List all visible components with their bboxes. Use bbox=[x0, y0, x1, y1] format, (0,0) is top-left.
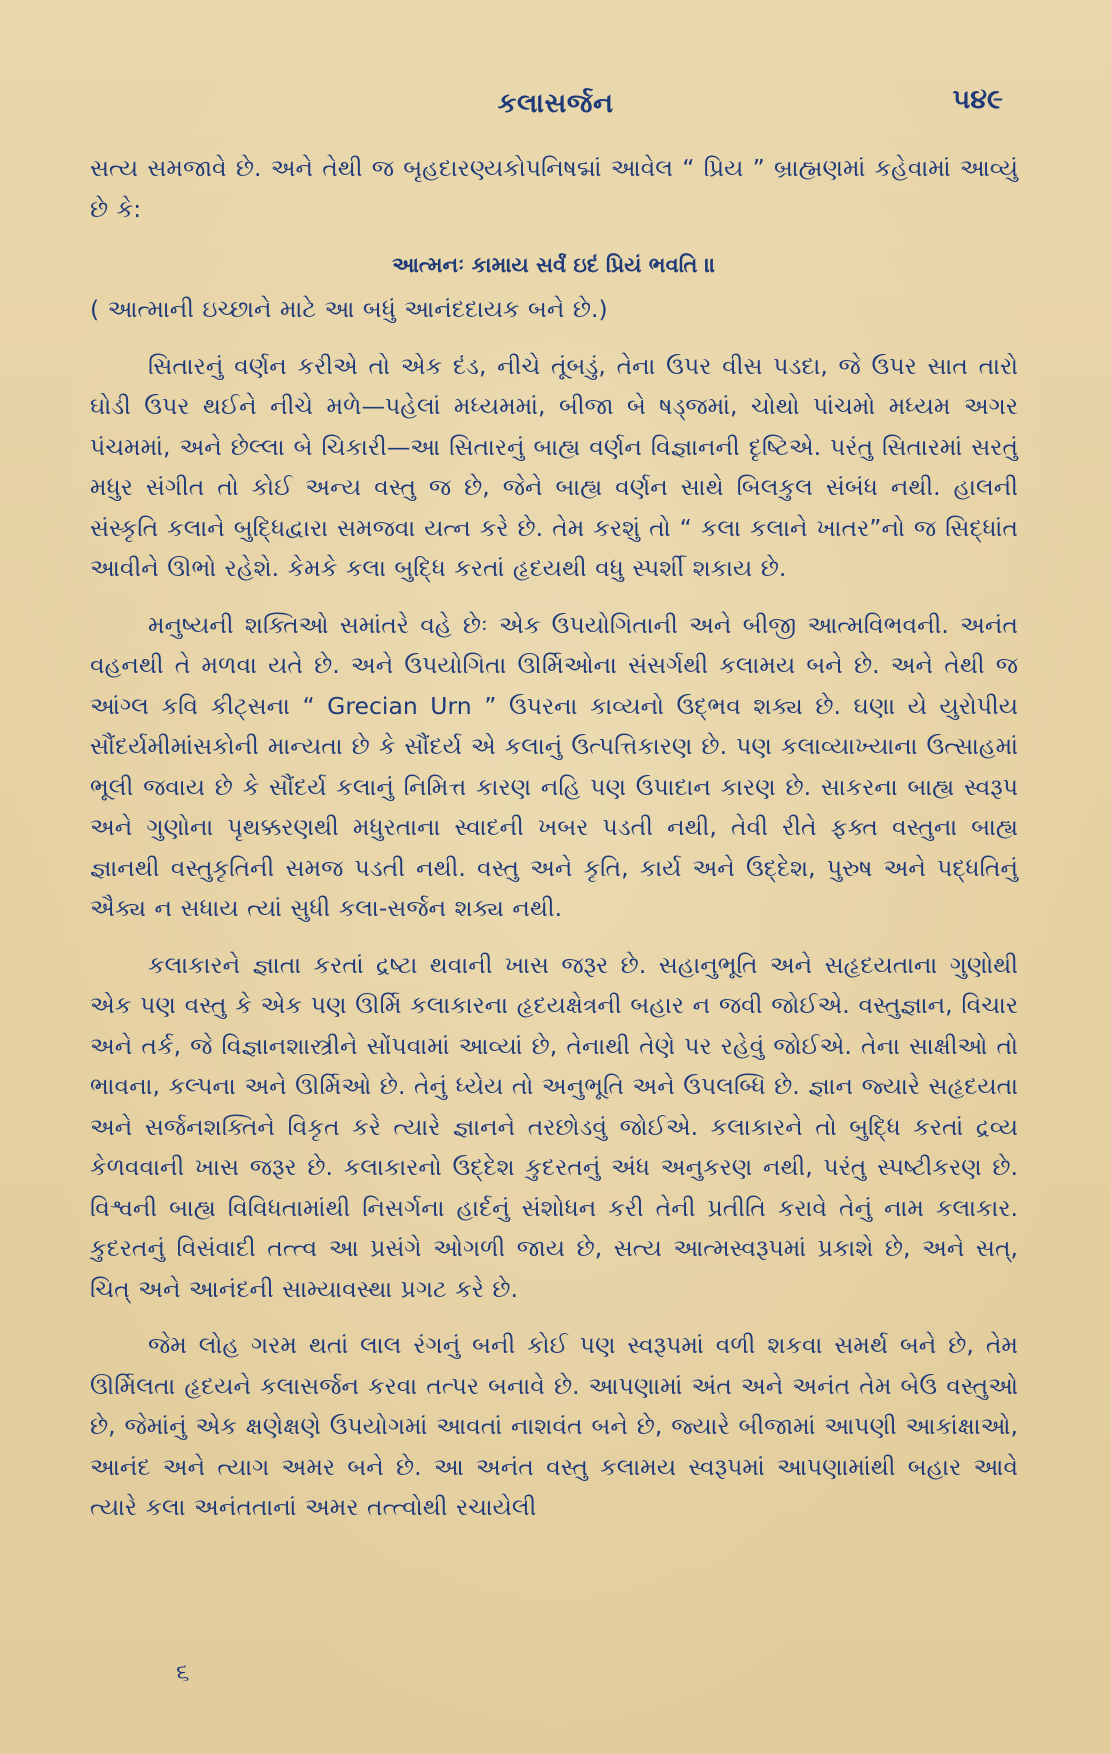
quote-translation: ( આત્માની ઇચ્છાને માટે આ બધું આનંદદાયક બને છે.) bbox=[90, 295, 608, 323]
paragraph-artist: કલાકારને જ્ઞાતા કરતાં દ્રષ્ટા થવાની ખાસ જરૂર છે. સહાનુભૂતિ અને સહૃદયતાના ગુણોથી એક પણ વસ્તુ કે એક પણ ઊર્મિ કલાકારના હૃદયક્ષેત્રની બહાર ન જવી જોઈએ. વસ્તુજ્ઞાન, વિચાર અને તર્ક, જે વિજ્ઞાનશાસ્ત્રીને સોંપવામાં આવ્યાં છે, તેનાથી તેણે પર રહેવું જોઈએ. તેના સાક્ષીઓ તો ભાવના, કલ્પના અને ઊર્મિઓ છે. તેનું ધ્યેય તો અનુભૂતિ અને ઉપલબ્ધિ છે. જ્ઞાન જ્યારે સહૃદયતા અને સર્જનશક્તિને વિકૃત કરે ત્યારે જ્ઞાનને તરછોડવું જોઈએ. કલાકારને તો બુદ્ધિ કરતાં દ્રવ્ય કેળવવાની ખાસ જરૂર છે. કલાકારનો ઉદ્દેશ કુદરતનું અંધ અનુકરણ નથી, પરંતુ સ્પષ્ટીકરણ છે. વિશ્વની બાહ્ય વિવિધતામાંથી નિસર્ગના હાર્દનું સંશોધન કરી તેની પ્રતીતિ કરાવે તેનું નામ કલાકાર. કુદરતનું વિસંવાદી તત્ત્વ આ પ્રસંગે ઓગળી જાય છે, સત્ય આત્મસ્વરૂપમાં પ્રકાશે છે, અને સત્, ચિત્ અને આનંદની સામ્યાવસ્થા પ્રગટ કરે છે. bbox=[90, 950, 1018, 1303]
paragraph-intro: સત્ય સમજાવે છે. અને તેથી જ બૃહદારણ્યકોપનિષદ્માં આવેલ “ પ્રિય ” બ્રાહ્મણમાં કહેવામાં આવ્યું છે કે: bbox=[90, 154, 1018, 223]
page-number: ૫૪૯ bbox=[952, 84, 1003, 115]
paragraph-sitar: સિતારનું વર્ણન કરીએ તો એક દંડ, નીચે તૂંબડું, તેના ઉપર વીસ પડદા, જે ઉપર સાત તારો ઘોડી ઉપર થઈને નીચે મળે—પહેલાં મધ્યમમાં, બીજા બે ષડ્જમાં, ચોથો પાંચમો મધ્યમ અગર પંચમમાં, અને છેલ્લા બે ચિકારી—આ સિતારનું બાહ્ય વર્ણન વિજ્ઞાનની દૃષ્ટિએ. પરંતુ સિતારમાં સરતું મધુર સંગીત તો કોઈ અન્ય વસ્તુ જ છે, જેને બાહ્ય વર્ણન સાથે બિલકુલ સંબંધ નથી. હાલની સંસ્કૃતિ કલાને બુદ્ધિદ્વારા સમજવા યત્ન કરે છે. તેમ કરશું તો “ કલા કલાને ખાતર”નો જ સિદ્ધાંત આવીને ઊભો રહેશે. કેમકે કલા બુદ્ધિ કરતાં હૃદયથી વધુ સ્પર્શી શકાય છે. bbox=[90, 351, 1018, 582]
page-header bbox=[0, 84, 1111, 128]
body-text bbox=[90, 148, 1018, 1544]
paragraph-human-powers: મનુષ્યની શક્તિઓ સમાંતરે વહે છેઃ એક ઉપયોગિતાની અને બીજી આત્મવિભવની. અનંત વહનથી તે મળવા યતે છે. અને ઉપયોગિતા ઊર્મિઓના સંસર્ગથી કલામય બને છે. અને તેથી જ આંગ્લ કવિ કીટ્સના “ Grecian Urn ” ઉપરના કાવ્યનો ઉદ્ભવ શક્ય છે. ઘણા યે યુરોપીય સૌંદર્યમીમાંસકોની માન્યતા છે કે સૌંદર્ય એ કલાનું ઉત્પત્તિકારણ છે. પણ કલાવ્યાખ્યાના ઉત્સાહમાં ભૂલી જવાય છે કે સૌંદર્ય કલાનું નિમિત્ત કારણ નહિ પણ ઉપાદાન કારણ છે. સાકરના બાહ્ય સ્વરૂપ અને ગુણોના પૃથક્કરણથી મધુરતાના સ્વાદની ખબર પડતી નથી, તેવી રીતે ફક્ત વસ્તુના બાહ્ય જ્ઞાનથી વસ્તુકૃતિની સમજ પડતી નથી. વસ્તુ અને કૃતિ, કાર્ય અને ઉદ્દેશ, પુરુષ અને પદ્ધતિનું ઐક્ય ન સધાય ત્યાં સુધી કલા-સર્જન શક્ય નથી. bbox=[90, 610, 1018, 922]
running-head: કલાસર્જન bbox=[497, 88, 614, 119]
sanskrit-quote: આત્મનઃ કામાય સર્વં ઇદં પ્રિયં ભવતિ ॥ bbox=[392, 253, 716, 277]
signature-mark: ૬ bbox=[176, 1658, 190, 1686]
paragraph-iron: જેમ લોહ ગરમ થતાં લાલ રંગનું બની કોઈ પણ સ્વરૂપમાં વળી શકવા સમર્થ બને છે, તેમ ઊર્મિલતા હૃદયને કલાસર્જન કરવા તત્પર બનાવે છે. આપણામાં અંત અને અનંત તેમ બેઉ વસ્તુઓ છે, જેમાંનું એક ક્ષણેક્ષણે ઉપયોગમાં આવતાં નાશવંત બને છે, જ્યારે બીજામાં આપણી આકાંક્ષાઓ, આનંદ અને ત્યાગ અમર બને છે. આ અનંત વસ્તુ કલામય સ્વરૂપમાં આપણામાંથી બહાર આવે ત્યારે કલા અનંતતાનાં અમર તત્ત્વોથી રચાયેલી bbox=[90, 1331, 1018, 1521]
